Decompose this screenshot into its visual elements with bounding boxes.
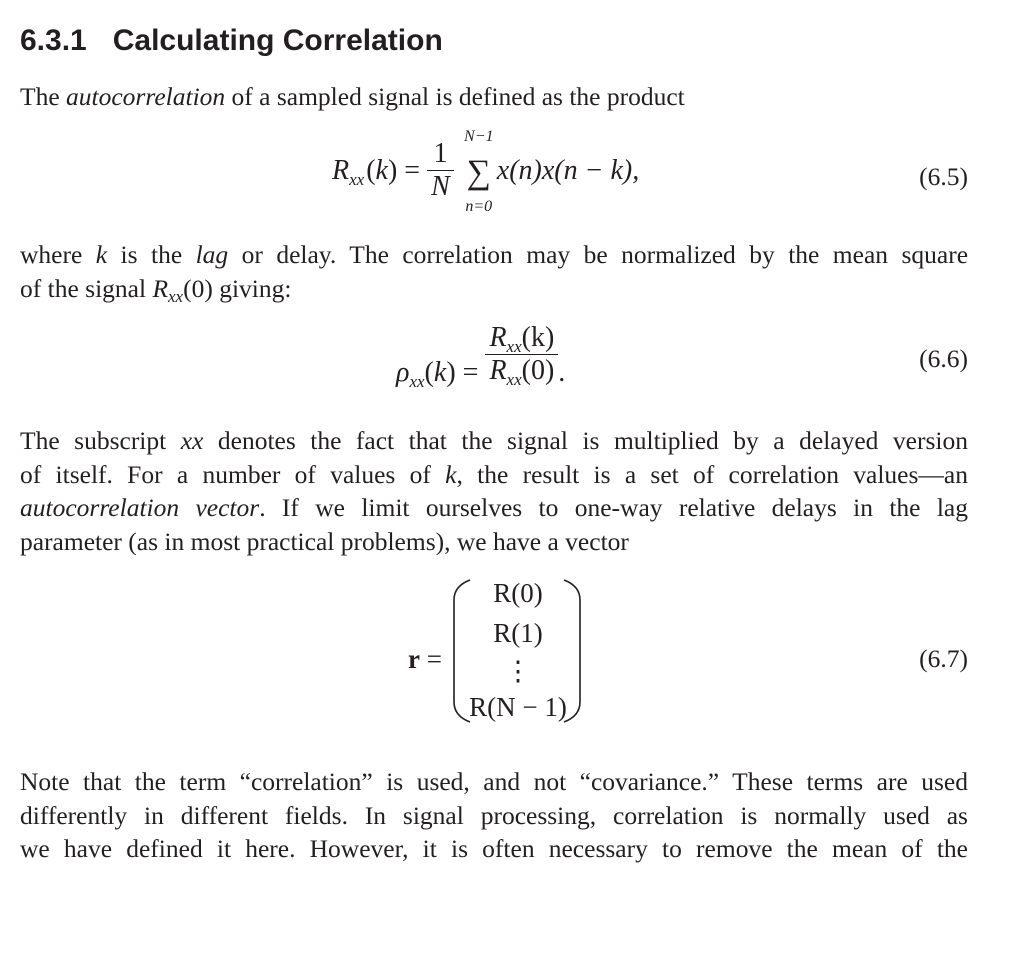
eq-equals: = bbox=[426, 644, 442, 674]
fraction-denominator: N bbox=[431, 171, 450, 202]
eq-subscript: xx bbox=[506, 370, 522, 389]
eq-trailing-period: . bbox=[558, 356, 566, 388]
vector-matrix bbox=[452, 578, 582, 724]
equation-number-6-7: (6.7) bbox=[919, 644, 968, 673]
eq-subscript: xx bbox=[349, 169, 365, 189]
text-run: of the signal bbox=[20, 273, 153, 303]
paragraph-intro bbox=[20, 80, 968, 114]
eq-symbol-R: R bbox=[489, 355, 507, 386]
text-line: Note that the term “correlation” is used, and not “covariance.” These terms are used bbox=[20, 767, 968, 796]
vector-entry: R(1) bbox=[493, 618, 543, 648]
text-run: The bbox=[20, 82, 67, 111]
eq-symbol-R: R bbox=[489, 322, 507, 353]
paragraph-vector bbox=[20, 424, 968, 558]
equation-number-6-5: (6.5) bbox=[919, 162, 968, 191]
section-number: 6.3.1 bbox=[20, 24, 87, 57]
fraction-denominator bbox=[485, 355, 558, 387]
vector-entry: R(0) bbox=[493, 578, 543, 608]
var-R: R bbox=[152, 273, 169, 303]
var-xx: xx bbox=[180, 426, 204, 455]
summation-operator bbox=[461, 127, 497, 215]
text-run: is the bbox=[107, 240, 196, 269]
eq-symbol-rho: ρ bbox=[396, 356, 410, 388]
section-title: Calculating Correlation bbox=[112, 24, 443, 57]
equation-number-6-6: (6.6) bbox=[919, 344, 968, 373]
eq-symbol-R: R bbox=[332, 154, 350, 186]
vector-entry: R(N − 1) bbox=[469, 692, 567, 722]
eq-subscript: xx bbox=[409, 371, 425, 391]
text-run: , the result is a set of correlation values—an bbox=[456, 459, 968, 489]
fraction-numerator bbox=[485, 322, 558, 354]
term-autocorrelation: autocorrelation bbox=[66, 82, 226, 111]
eq-fraction bbox=[485, 322, 558, 387]
sum-symbol: ∑ bbox=[466, 153, 491, 191]
fraction-numerator: 1 bbox=[433, 138, 448, 169]
term-lag: lag bbox=[195, 240, 229, 269]
sum-upper-limit: N−1 bbox=[464, 127, 494, 145]
text-run: of a sampled signal is defined as the product bbox=[225, 82, 685, 111]
sum-lower-limit: n=0 bbox=[465, 197, 493, 215]
text-run: The subscript bbox=[20, 426, 181, 455]
text-run: or delay. The correlation may be normalized by the mean square bbox=[228, 240, 969, 269]
eq-arg: (0) bbox=[521, 355, 555, 386]
eq-subscript: xx bbox=[506, 337, 522, 356]
eq-fraction bbox=[427, 138, 454, 203]
equation-6-5: $R_{xx}(k)$ = $\frac{1}{N}$ N−1 ∑ n=0 x(n)x(n − k), bbox=[332, 127, 640, 215]
text-run: . If we limit ourselves to one-way relative delays in the lag bbox=[259, 493, 968, 522]
text-run: of itself. For a number of values of bbox=[20, 459, 446, 489]
text-run: denotes the fact that the signal is multiplied by a delayed version bbox=[203, 426, 968, 455]
text-line: we have defined it here. However, it is often necessary to remove the mean of the bbox=[20, 834, 968, 863]
equation-6-6: $\rho_{xx}(k)$ = $\frac{R_{xx}(k)}{R_{xx}(0)}$ . bbox=[396, 322, 566, 391]
vector-symbol-r: r bbox=[408, 644, 420, 674]
text-run: where bbox=[20, 240, 96, 269]
paragraph-lag bbox=[20, 238, 968, 308]
section-heading bbox=[20, 24, 443, 58]
vector-entry-ellipsis: ⋮ bbox=[504, 656, 532, 686]
var-k: k bbox=[445, 459, 457, 489]
eq-arg: (k) bbox=[521, 322, 555, 353]
var-subscript: xx bbox=[168, 286, 184, 306]
equation-6-7-lhs bbox=[408, 644, 442, 675]
var-k: k bbox=[95, 240, 108, 269]
paragraph-note bbox=[20, 765, 968, 866]
eq-body: x(n)x(n − k), bbox=[496, 154, 640, 186]
text-line: differently in different fields. In signal processing, correlation is normally used as bbox=[20, 800, 968, 830]
term-autocorrelation-vector: autocorrelation vector bbox=[20, 493, 260, 522]
text-run: (0) giving: bbox=[183, 273, 292, 303]
text-line: parameter (as in most practical problems), we have a vector bbox=[20, 526, 629, 556]
